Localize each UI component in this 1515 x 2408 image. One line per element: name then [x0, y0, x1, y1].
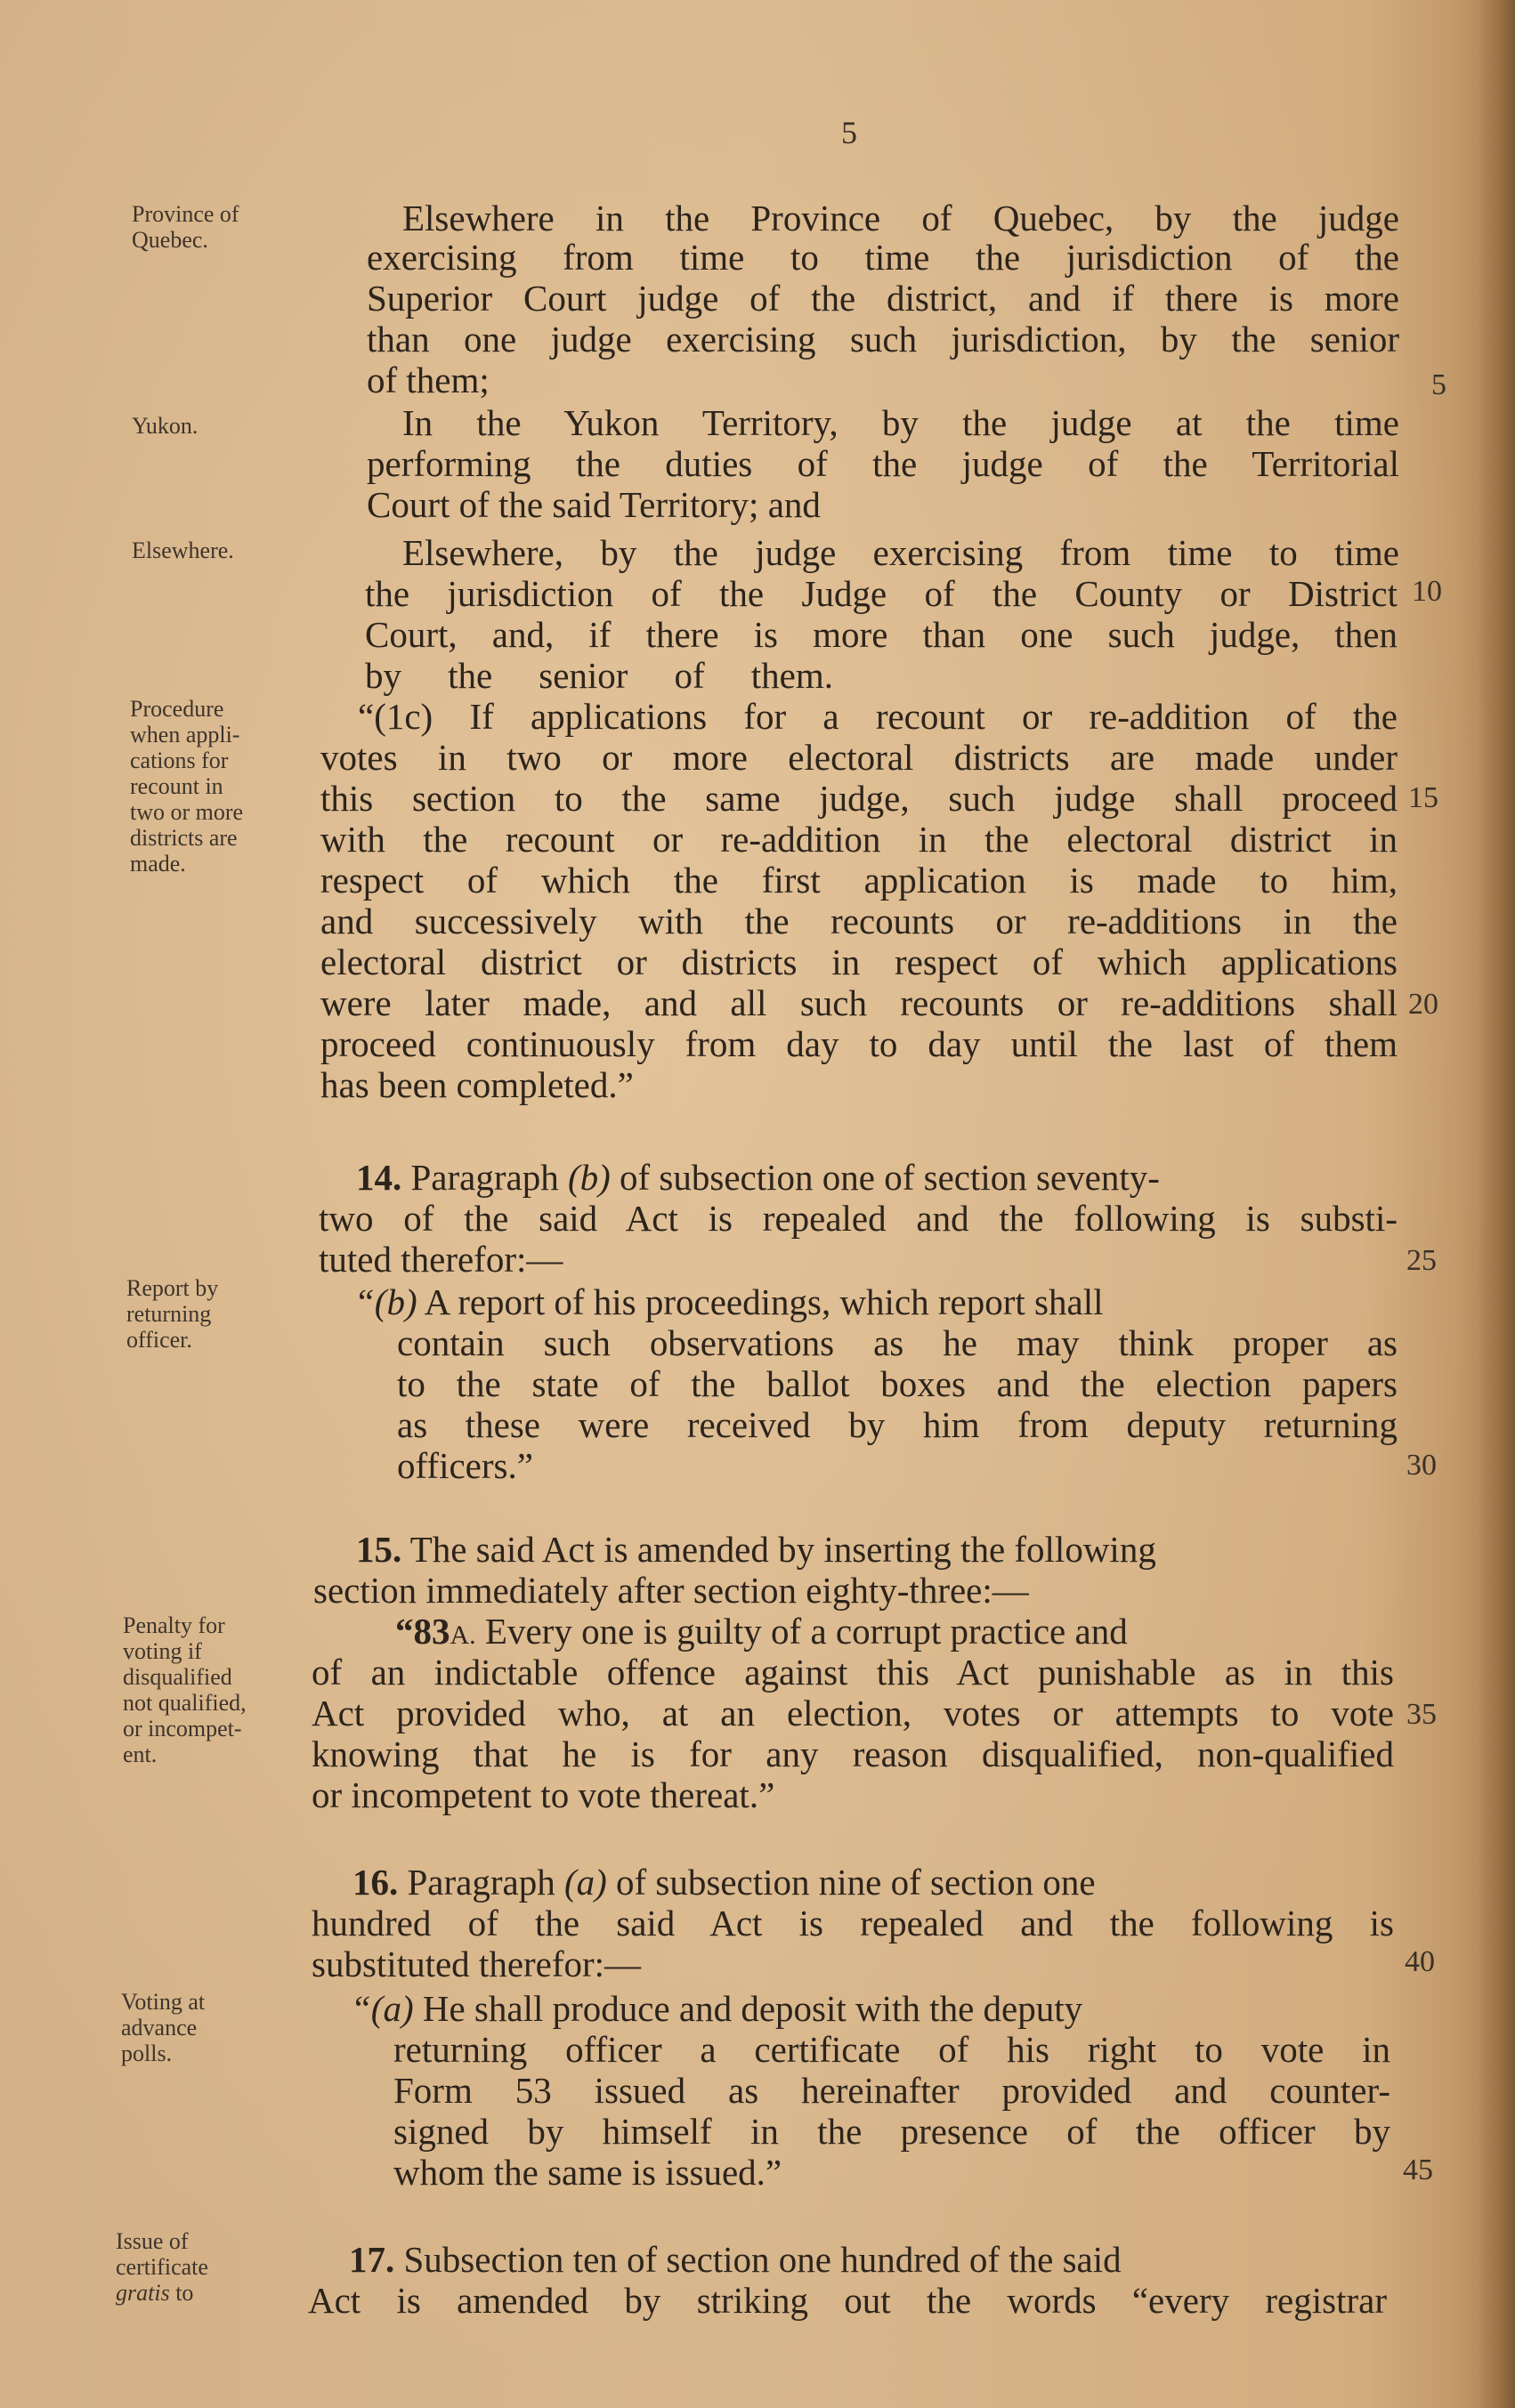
line-number: 10: [1412, 575, 1442, 608]
body-line: electoral district or districts in respect of which applications: [320, 941, 1398, 982]
body-line: than one judge exercising such jurisdiction, by the senior: [367, 319, 1399, 360]
body-line: respect of which the first application is made to him,: [320, 860, 1398, 901]
body-line: performing the duties of the judge of the Territorial: [367, 443, 1399, 484]
body-line: of an indictable offence against this Act punishable as in this: [312, 1652, 1394, 1693]
body-line: Act provided who, at an election, votes or attempts to vote: [312, 1693, 1394, 1733]
line-number: 30: [1406, 1449, 1437, 1482]
line-number: 25: [1406, 1244, 1437, 1277]
body-line: tuted therefor:—: [319, 1239, 563, 1280]
margin-note-penalty: Penalty for voting if disqualified not qualified, or incompet- ent.: [123, 1612, 247, 1767]
line-number: 15: [1408, 781, 1438, 814]
body-line: proceed continuously from day to day until the last of them: [320, 1023, 1398, 1064]
body-line: section immediately after section eighty-three:—: [313, 1570, 1029, 1611]
section-number: 14.: [356, 1157, 402, 1198]
body-line: Act is amended by striking out the words “every registrar: [308, 2280, 1387, 2321]
section-number: 16.: [352, 1862, 399, 1903]
section-17-first-line: 17. Subsection ten of section one hundred of the said: [349, 2239, 1122, 2280]
body-line: Form 53 issued as hereinafter provided and counter-: [393, 2070, 1390, 2111]
section-14-first-line: 14. Paragraph (b) of subsection one of section seventy-: [356, 1157, 1160, 1198]
body-line: two of the said Act is repealed and the following is substi-: [319, 1198, 1398, 1239]
margin-note-quebec: Province of Quebec.: [132, 201, 239, 253]
body-line: or incompetent to vote thereat.”: [312, 1774, 775, 1815]
line-number: 45: [1403, 2153, 1433, 2186]
body-line: In the Yukon Territory, by the judge at the time: [402, 402, 1399, 443]
body-line: Elsewhere, by the judge exercising from time to time: [402, 532, 1399, 573]
page-edge-shadow: [1478, 0, 1515, 2408]
section-number: 17.: [349, 2239, 395, 2280]
body-line: hundred of the said Act is repealed and the following is: [312, 1903, 1394, 1943]
body-line: and successively with the recounts or re-additions in the: [320, 901, 1398, 941]
body-line: as these were received by him from deputy returning: [397, 1404, 1398, 1445]
section-15-first-line: 15. The said Act is amended by inserting the following: [356, 1529, 1156, 1570]
body-line: Court of the said Territory; and: [367, 484, 821, 525]
body-line: exercising from time to time the jurisdiction of the: [367, 237, 1399, 278]
body-line: this section to the same judge, such judge shall proceed: [320, 778, 1398, 819]
margin-note-certificate: Issue of certificate gratis to: [116, 2228, 208, 2306]
line-number: 5: [1431, 368, 1446, 401]
page-number: 5: [841, 115, 857, 150]
body-line: signed by himself in the presence of the officer by: [393, 2111, 1390, 2152]
body-line: has been completed.”: [320, 1064, 634, 1105]
section-16-first-line: 16. Paragraph (a) of subsection nine of section one: [352, 1862, 1096, 1903]
body-line: the jurisdiction of the Judge of the County or District: [365, 573, 1398, 614]
margin-note-report: Report by returning officer.: [126, 1275, 219, 1353]
section-number: 15.: [356, 1529, 402, 1570]
line-number: 35: [1406, 1698, 1437, 1731]
margin-note-advance-polls: Voting at advance polls.: [121, 1989, 206, 2066]
body-line: to the state of the ballot boxes and the election papers: [397, 1363, 1398, 1404]
quoted-paragraph-first-line: “(b) A report of his proceedings, which report shall: [354, 1281, 1104, 1322]
quoted-paragraph-first-line: “(a) He shall produce and deposit with the deputy: [351, 1988, 1083, 2029]
body-line: contain such observations as he may think proper as: [397, 1322, 1398, 1363]
body-line: Elsewhere in the Province of Quebec, by the judge: [402, 198, 1399, 238]
line-number: 20: [1408, 988, 1438, 1021]
margin-note-elsewhere: Elsewhere.: [132, 537, 234, 563]
body-line: returning officer a certificate of his right to vote in: [393, 2029, 1390, 2070]
margin-note-procedure: Procedure when appli- cations for recount in two or more districts are made.: [130, 696, 244, 877]
body-line: officers.”: [397, 1445, 533, 1486]
body-line: Superior Court judge of the district, and if there is more: [367, 278, 1399, 319]
body-line: substituted therefor:—: [312, 1943, 642, 1984]
body-line: whom the same is issued.”: [393, 2152, 782, 2193]
body-line: “(1c) If applications for a recount or re-addition of the: [358, 696, 1398, 737]
body-line: votes in two or more electoral districts are made under: [320, 737, 1398, 778]
body-line: with the recount or re-addition in the electoral district in: [320, 819, 1398, 860]
body-line: of them;: [367, 360, 490, 400]
body-line: were later made, and all such recounts or re-additions shall: [320, 982, 1398, 1023]
body-line: knowing that he is for any reason disqualified, non-qualified: [312, 1733, 1394, 1774]
body-line: by the senior of them.: [365, 655, 833, 696]
line-number: 40: [1405, 1945, 1435, 1978]
body-line: Court, and, if there is more than one such judge, then: [365, 614, 1398, 655]
margin-note-yukon: Yukon.: [132, 413, 198, 439]
quoted-section-first-line: “83A. Every one is guilty of a corrupt practice and: [395, 1611, 1128, 1652]
